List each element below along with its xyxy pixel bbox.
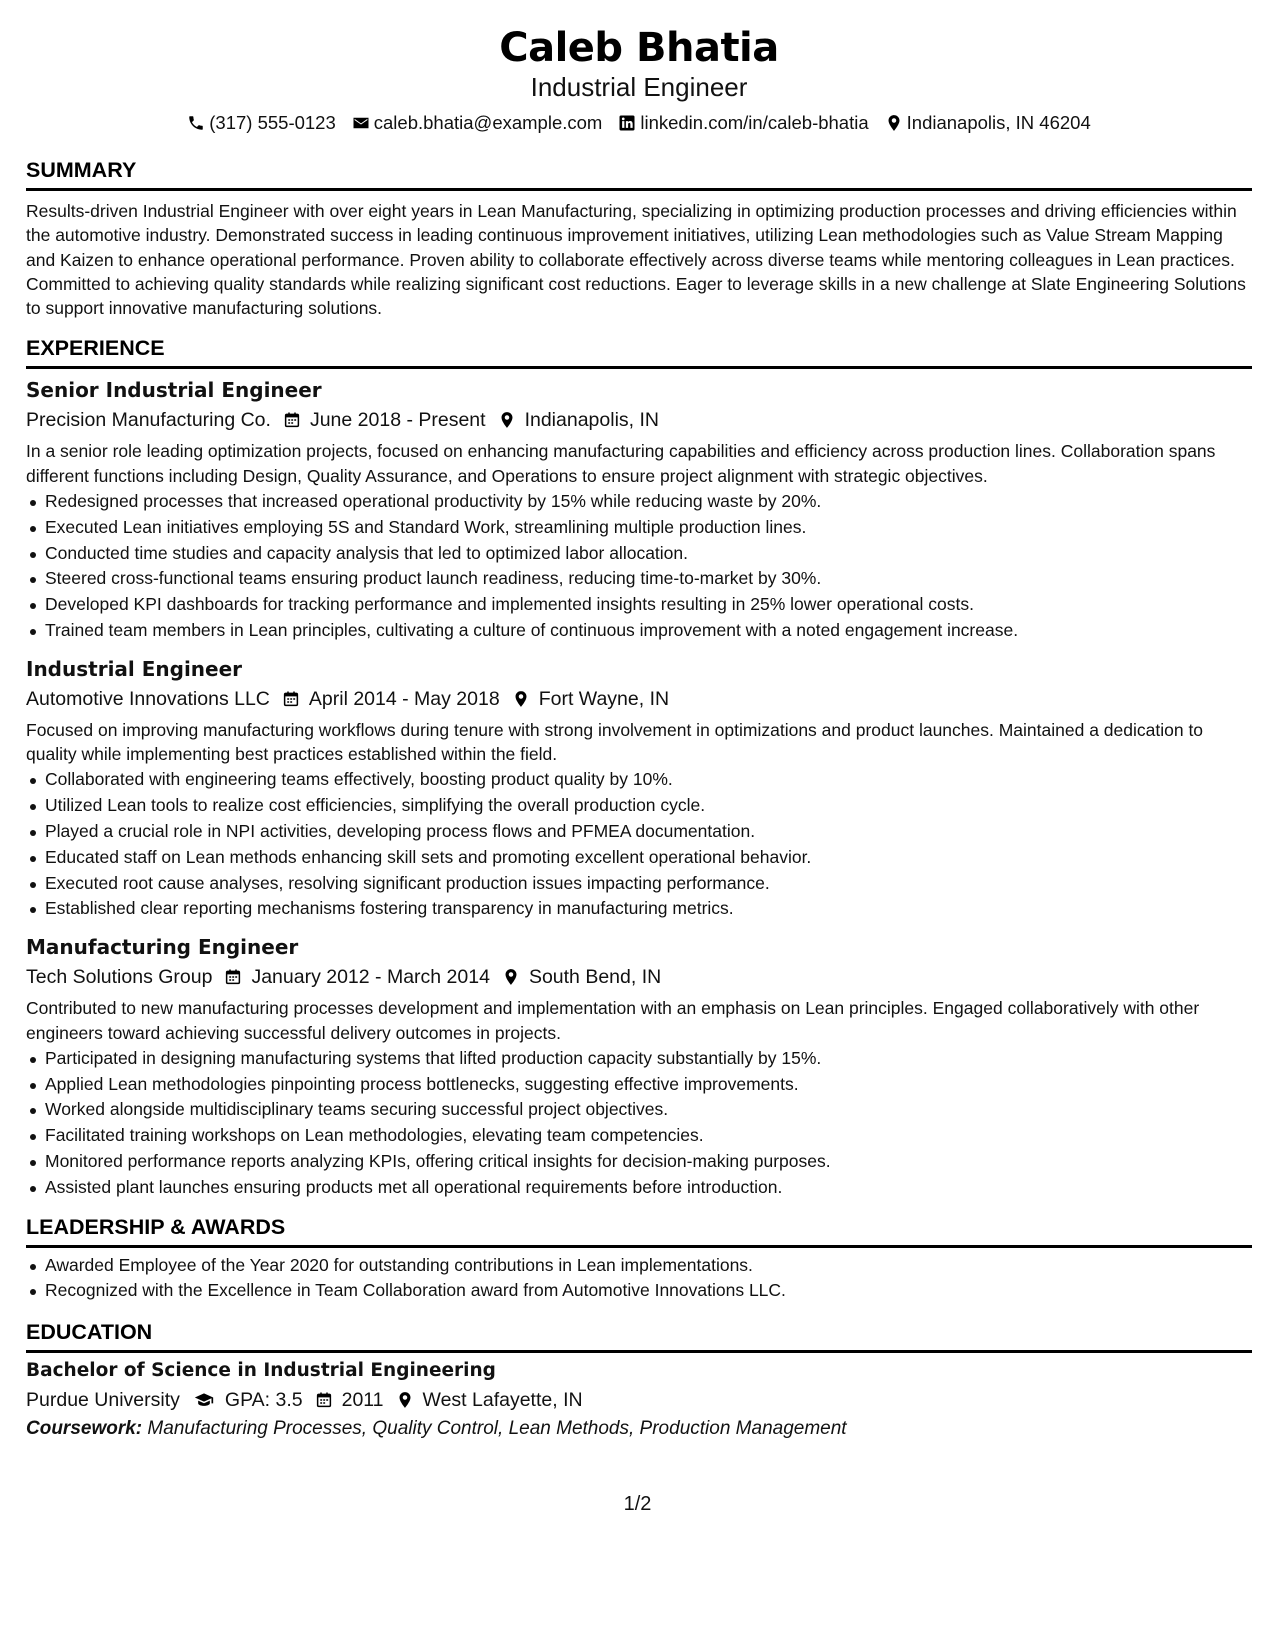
contact-email-text: caleb.bhatia@example.com: [373, 112, 603, 133]
list-item: Executed root cause analyses, resolving significant production issues impacting performance.: [26, 871, 1252, 897]
list-item: Trained team members in Lean principles, cultivating a culture of continuous improvement with a noted engagement increase.: [26, 618, 1252, 644]
list-item: Utilized Lean tools to realize cost efficiencies, simplifying the overall production cycle.: [26, 793, 1252, 819]
job-dates: April 2014 - May 2018: [308, 687, 500, 710]
section-divider: [26, 188, 1252, 191]
job-entry: [26, 375, 1252, 643]
contact-phone: [187, 110, 336, 136]
list-item: Established clear reporting mechanisms fostering transparency in manufacturing metrics.: [26, 896, 1252, 922]
education-heading: EDUCATION: [26, 1320, 153, 1345]
job-meta: [26, 962, 1252, 992]
job-title: Industrial Engineer: [26, 656, 243, 681]
calendar-icon: [315, 1390, 333, 1410]
summary-heading: SUMMARY: [26, 158, 137, 182]
education-section: [26, 1318, 1252, 1443]
job-description: Contributed to new manufacturing processes development and implementation with an emphasis on Lean principles. Engaged collaboratively with other engineers toward achieving successful delivery outcomes in projects.: [26, 998, 1200, 1043]
map-pin-icon: [885, 114, 903, 132]
calendar-icon: [224, 967, 242, 987]
contact-linkedin[interactable]: [618, 110, 868, 136]
page-number: 1/2: [623, 1493, 652, 1515]
calendar-icon: [282, 689, 300, 709]
resume-header: [26, 0, 1252, 136]
degree-title: Bachelor of Science in Industrial Engineering: [26, 1360, 496, 1382]
job-entry: [26, 932, 1252, 1200]
list-item: Executed Lean initiatives employing 5S and Standard Work, streamlining multiple production lines.: [26, 515, 1252, 541]
school-location: West Lafayette, IN: [422, 1389, 583, 1412]
job-title: Manufacturing Engineer: [26, 935, 299, 960]
list-item: Steered cross-functional teams ensuring product launch readiness, reducing time-to-market by 30%.: [26, 566, 1252, 592]
calendar-icon: [283, 410, 301, 430]
map-pin-icon: [502, 967, 520, 987]
leadership-list: [26, 1253, 1252, 1305]
job-bullets: [26, 1046, 1252, 1201]
contact-linkedin-text: linkedin.com/in/caleb-bhatia: [640, 112, 869, 133]
coursework-label: Coursework:: [26, 1418, 143, 1440]
resume-page: [26, 0, 1252, 1650]
job-location: Indianapolis, IN: [524, 409, 659, 432]
job-title: Senior Industrial Engineer: [26, 378, 322, 403]
graduation-cap-icon: [192, 1390, 216, 1410]
job-dates: January 2012 - March 2014: [251, 966, 490, 989]
company-name: Precision Manufacturing Co.: [26, 409, 271, 432]
leadership-heading: LEADERSHIP & AWARDS: [26, 1214, 286, 1239]
summary-text: Results-driven Industrial Engineer with over eight years in Lean Manufacturing, specializing in optimizing production processes and driving efficiencies within the automotive industry. Demonstrated success in leading continuous improvement initiatives, utilizing Lean methodologies such as Value Stream Mapping and Kaizen to enhance operational performance. Proven ability to collaborate effectively across diverse teams while mentoring colleagues in Lean practices. Committed to achieving quality standards while realizing significant cost reductions. Eager to leverage skills in a new challenge at Slate Engineering Solutions to support innovative manufacturing solutions.: [26, 201, 1246, 319]
list-item: Assisted plant launches ensuring products met all operational requirements before introduction.: [26, 1175, 1252, 1201]
contact-location: [885, 110, 1091, 136]
candidate-role: Industrial Engineer: [530, 72, 748, 102]
map-pin-icon: [498, 410, 516, 430]
coursework-text: Manufacturing Processes, Quality Control, Lean Methods, Production Management: [147, 1418, 847, 1440]
job-bullets: [26, 489, 1252, 644]
job-dates: June 2018 - Present: [309, 409, 486, 432]
graduation-year: 2011: [341, 1389, 384, 1412]
school-name: Purdue University: [26, 1389, 180, 1412]
job-entry: [26, 654, 1252, 922]
list-item: Participated in designing manufacturing systems that lifted production capacity substantially by 15%.: [26, 1046, 1252, 1072]
list-item: Recognized with the Excellence in Team Collaboration award from Automotive Innovations LLC.: [26, 1278, 1252, 1304]
experience-section: [26, 334, 1252, 1200]
section-divider: [26, 1350, 1252, 1353]
job-description: In a senior role leading optimization projects, focused on enhancing manufacturing capabilities and efficiency across production lines. Collaboration spans different functions including Design, Quality Assurance, and Operations to ensure project alignment with strategic objectives.: [26, 441, 1216, 486]
leadership-section: [26, 1213, 1252, 1305]
list-item: Applied Lean methodologies pinpointing process bottlenecks, suggesting effective improvements.: [26, 1072, 1252, 1098]
list-item: Played a crucial role in NPI activities, developing process flows and PFMEA documentation.: [26, 819, 1252, 845]
list-item: Developed KPI dashboards for tracking performance and implemented insights resulting in 25% lower operational costs.: [26, 592, 1252, 618]
contact-phone-text: (317) 555-0123: [209, 112, 336, 133]
experience-heading: EXPERIENCE: [26, 336, 165, 361]
map-pin-icon: [396, 1390, 414, 1410]
list-item: Worked alongside multidisciplinary teams securing successful project objectives.: [26, 1097, 1252, 1123]
company-name: Tech Solutions Group: [26, 966, 213, 989]
job-description: Focused on improving manufacturing workflows during tenure with strong involvement in optimizations and product launches. Maintained a dedication to quality while implementing best practices established within the field.: [26, 719, 1204, 765]
list-item: Redesigned processes that increased operational productivity by 15% while reducing waste by 20%.: [26, 489, 1252, 515]
map-pin-icon: [512, 689, 530, 709]
coursework-line: [26, 1415, 1252, 1443]
list-item: Facilitated training workshops on Lean methodologies, elevating team competencies.: [26, 1123, 1252, 1149]
job-bullets: [26, 767, 1252, 922]
company-name: Automotive Innovations LLC: [26, 687, 270, 710]
section-divider: [26, 1245, 1252, 1248]
list-item: Educated staff on Lean methods enhancing skill sets and promoting excellent operational behavior.: [26, 845, 1252, 871]
linkedin-icon: [618, 114, 636, 132]
job-list: [26, 375, 1252, 1200]
list-item: Collaborated with engineering teams effectively, boosting product quality by 10%.: [26, 767, 1252, 793]
contact-email[interactable]: [352, 110, 603, 136]
contact-location-text: Indianapolis, IN 46204: [906, 112, 1091, 133]
job-meta: [26, 405, 1252, 435]
list-item: Conducted time studies and capacity analysis that led to optimized labor allocation.: [26, 541, 1252, 567]
gpa-text: GPA: 3.5: [224, 1389, 303, 1412]
envelope-icon: [352, 114, 370, 132]
contact-line: [26, 110, 1252, 136]
job-meta: [26, 684, 1252, 714]
phone-icon: [187, 114, 205, 132]
education-meta: [26, 1385, 1252, 1415]
candidate-name: Caleb Bhatia: [499, 25, 779, 71]
summary-section: [26, 156, 1252, 320]
list-item: Awarded Employee of the Year 2020 for outstanding contributions in Lean implementations.: [26, 1253, 1252, 1279]
job-location: South Bend, IN: [528, 966, 662, 989]
list-item: Monitored performance reports analyzing KPIs, offering critical insights for decision-making purposes.: [26, 1149, 1252, 1175]
job-location: Fort Wayne, IN: [538, 687, 670, 710]
section-divider: [26, 366, 1252, 369]
